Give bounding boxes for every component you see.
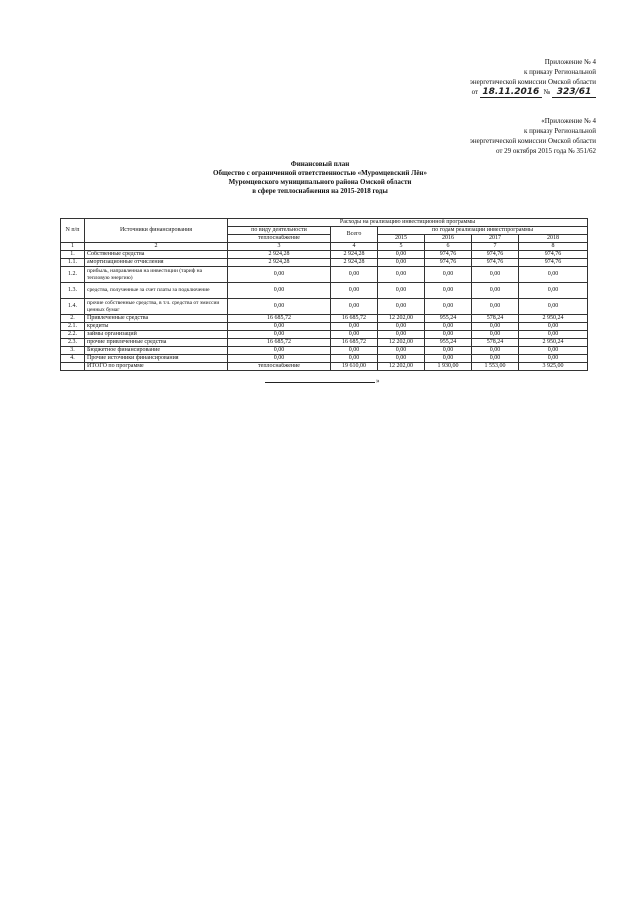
handwritten-number: 323/61 bbox=[552, 87, 596, 98]
row-total: 0,00 bbox=[331, 323, 378, 331]
row-2016: 0,00 bbox=[425, 323, 472, 331]
order-date-line bbox=[470, 87, 596, 98]
column-number-row bbox=[61, 243, 588, 251]
row-activity: 0,00 bbox=[228, 299, 331, 315]
row-2017: 0,00 bbox=[472, 267, 519, 283]
number-prefix: № bbox=[543, 88, 551, 96]
row-activity: 16 685,72 bbox=[228, 339, 331, 347]
row-num: 4. bbox=[61, 355, 85, 363]
row-total: 0,00 bbox=[331, 355, 378, 363]
row-2015: 0,00 bbox=[378, 331, 425, 339]
row-source: кредиты bbox=[85, 323, 228, 331]
row-2017: 0,00 bbox=[472, 355, 519, 363]
title-line: Финансовый план bbox=[290, 160, 350, 168]
col-number: 6 bbox=[425, 243, 472, 251]
table-body bbox=[61, 251, 588, 363]
header-line: «Приложение № 4 bbox=[541, 117, 596, 125]
table-row bbox=[61, 331, 588, 339]
handwritten-date: 18.11.2016 bbox=[480, 87, 542, 98]
closing-quote: » bbox=[376, 377, 380, 385]
row-total: 0,00 bbox=[331, 299, 378, 315]
row-total: 0,00 bbox=[331, 267, 378, 283]
header-line: Приложение № 4 bbox=[544, 58, 596, 66]
row-2017: 0,00 bbox=[472, 323, 519, 331]
col-header-by-activity: по виду деятельности bbox=[228, 227, 331, 235]
table-row bbox=[61, 339, 588, 347]
table-row bbox=[61, 355, 588, 363]
row-2018: 0,00 bbox=[519, 323, 588, 331]
row-2018: 0,00 bbox=[519, 267, 588, 283]
row-num: 1.3. bbox=[61, 283, 85, 299]
date-prefix: от bbox=[471, 88, 479, 96]
row-2015: 12 202,00 bbox=[378, 315, 425, 323]
header-line: энергетической комиссии Омской области bbox=[469, 137, 596, 145]
row-source: прочие привлеченные средства bbox=[85, 339, 228, 347]
col-number: 3 bbox=[228, 243, 331, 251]
row-2016: 955,24 bbox=[425, 315, 472, 323]
row-total: 16 685,72 bbox=[331, 315, 378, 323]
closing-line bbox=[265, 382, 375, 383]
row-num: 2.3. bbox=[61, 339, 85, 347]
title-line: Муромцевского муниципального района Омской области bbox=[228, 178, 412, 186]
total-row-label: ИТОГО по программе bbox=[85, 363, 228, 371]
row-activity: 2 924,28 bbox=[228, 259, 331, 267]
col-number: 8 bbox=[519, 243, 588, 251]
header-line: энергетической комиссии Омской области bbox=[469, 78, 596, 86]
row-2017: 974,76 bbox=[472, 251, 519, 259]
row-source: прибыль, направленная на инвестиции (тариф на тепловую энергию) bbox=[85, 267, 228, 283]
row-2015: 0,00 bbox=[378, 355, 425, 363]
row-activity: 0,00 bbox=[228, 347, 331, 355]
document-title bbox=[150, 160, 490, 196]
row-2018: 2 950,24 bbox=[519, 315, 588, 323]
total-row-total: 19 610,00 bbox=[331, 363, 378, 371]
row-2016: 974,76 bbox=[425, 259, 472, 267]
table-row bbox=[61, 323, 588, 331]
row-num: 1.4. bbox=[61, 299, 85, 315]
col-number: 1 bbox=[61, 243, 85, 251]
table-row bbox=[61, 259, 588, 267]
row-2016: 0,00 bbox=[425, 331, 472, 339]
row-2015: 0,00 bbox=[378, 251, 425, 259]
title-line: в сфере теплоснабжения на 2015-2018 годы bbox=[252, 187, 388, 195]
col-header-num: N п/п bbox=[61, 219, 85, 243]
row-2016: 0,00 bbox=[425, 299, 472, 315]
col-number: 4 bbox=[331, 243, 378, 251]
row-num: 1. bbox=[61, 251, 85, 259]
row-source: прочие собственные средства, в т.ч. средства от эмиссии ценных бумаг bbox=[85, 299, 228, 315]
row-activity: 0,00 bbox=[228, 331, 331, 339]
table-row bbox=[61, 251, 588, 259]
row-source: Прочие источники финансирования bbox=[85, 355, 228, 363]
row-2017: 0,00 bbox=[472, 299, 519, 315]
row-num: 2.1. bbox=[61, 323, 85, 331]
col-header-year: 2018 bbox=[519, 235, 588, 243]
row-total: 0,00 bbox=[331, 283, 378, 299]
col-number: 2 bbox=[85, 243, 228, 251]
row-num: 1.2. bbox=[61, 267, 85, 283]
header-line: к приказу Региональной bbox=[523, 68, 596, 76]
total-row-2018: 3 925,00 bbox=[519, 363, 588, 371]
row-2017: 974,76 bbox=[472, 259, 519, 267]
row-2016: 974,76 bbox=[425, 251, 472, 259]
table-row bbox=[61, 267, 588, 283]
col-number: 7 bbox=[472, 243, 519, 251]
row-total: 2 924,28 bbox=[331, 259, 378, 267]
total-row-2015: 12 202,00 bbox=[378, 363, 425, 371]
row-activity: 0,00 bbox=[228, 323, 331, 331]
header-line: от 29 октября 2015 года № 351/62 bbox=[495, 147, 596, 155]
total-row-2017: 1 553,00 bbox=[472, 363, 519, 371]
appendix-header bbox=[470, 116, 596, 156]
col-number: 5 bbox=[378, 243, 425, 251]
row-2018: 0,00 bbox=[519, 283, 588, 299]
row-2018: 0,00 bbox=[519, 299, 588, 315]
row-activity: 2 924,28 bbox=[228, 251, 331, 259]
row-2018: 2 950,24 bbox=[519, 339, 588, 347]
row-2015: 0,00 bbox=[378, 267, 425, 283]
col-header-total: Всего bbox=[331, 227, 378, 243]
row-activity: 0,00 bbox=[228, 355, 331, 363]
row-source: займы организаций bbox=[85, 331, 228, 339]
row-2016: 0,00 bbox=[425, 283, 472, 299]
col-header-year: 2017 bbox=[472, 235, 519, 243]
row-2015: 12 202,00 bbox=[378, 339, 425, 347]
row-source: Бюджетное финансирование bbox=[85, 347, 228, 355]
row-2018: 0,00 bbox=[519, 355, 588, 363]
col-header-group: Расходы на реализацию инвестиционной программы bbox=[228, 219, 588, 227]
row-source: Привлеченные средства bbox=[85, 315, 228, 323]
row-2015: 0,00 bbox=[378, 259, 425, 267]
row-activity: 0,00 bbox=[228, 267, 331, 283]
order-header bbox=[470, 57, 596, 98]
row-2018: 0,00 bbox=[519, 331, 588, 339]
row-2015: 0,00 bbox=[378, 323, 425, 331]
row-2017: 0,00 bbox=[472, 331, 519, 339]
row-2016: 0,00 bbox=[425, 355, 472, 363]
row-2017: 578,24 bbox=[472, 315, 519, 323]
table-row bbox=[61, 347, 588, 355]
col-header-by-years: по годам реализации инвестпрограммы bbox=[378, 227, 588, 235]
col-header-heat-supply: теплоснабжение bbox=[228, 235, 331, 243]
col-header-source: Источники финансирования bbox=[85, 219, 228, 243]
row-total: 0,00 bbox=[331, 347, 378, 355]
row-source: амортизационные отчисления bbox=[85, 259, 228, 267]
row-2018: 974,76 bbox=[519, 259, 588, 267]
row-2015: 0,00 bbox=[378, 347, 425, 355]
title-line: Общество с ограниченной ответственностью «Муромцевский Лён» bbox=[213, 169, 427, 177]
total-row-activity: теплоснабжение bbox=[228, 363, 331, 371]
row-2015: 0,00 bbox=[378, 299, 425, 315]
total-row-num bbox=[61, 363, 85, 371]
col-header-year: 2016 bbox=[425, 235, 472, 243]
row-2017: 0,00 bbox=[472, 347, 519, 355]
header-line: к приказу Региональной bbox=[523, 127, 596, 135]
row-2016: 0,00 bbox=[425, 347, 472, 355]
total-row bbox=[61, 363, 588, 371]
table-row bbox=[61, 299, 588, 315]
row-num: 2. bbox=[61, 315, 85, 323]
total-row-2016: 1 930,00 bbox=[425, 363, 472, 371]
row-2018: 974,76 bbox=[519, 251, 588, 259]
row-2016: 955,24 bbox=[425, 339, 472, 347]
row-num: 3. bbox=[61, 347, 85, 355]
row-2015: 0,00 bbox=[378, 283, 425, 299]
row-num: 2.2. bbox=[61, 331, 85, 339]
row-activity: 16 685,72 bbox=[228, 315, 331, 323]
row-num: 1.1. bbox=[61, 259, 85, 267]
financial-plan-table bbox=[60, 218, 588, 371]
table-row bbox=[61, 315, 588, 323]
row-2016: 0,00 bbox=[425, 267, 472, 283]
table-row bbox=[61, 283, 588, 299]
row-total: 2 924,28 bbox=[331, 251, 378, 259]
row-activity: 0,00 bbox=[228, 283, 331, 299]
row-2017: 0,00 bbox=[472, 283, 519, 299]
row-2018: 0,00 bbox=[519, 347, 588, 355]
row-2017: 578,24 bbox=[472, 339, 519, 347]
row-total: 16 685,72 bbox=[331, 339, 378, 347]
row-source: средства, полученные за счет платы за подключение bbox=[85, 283, 228, 299]
col-header-year: 2015 bbox=[378, 235, 425, 243]
row-total: 0,00 bbox=[331, 331, 378, 339]
row-source: Собственные средства bbox=[85, 251, 228, 259]
